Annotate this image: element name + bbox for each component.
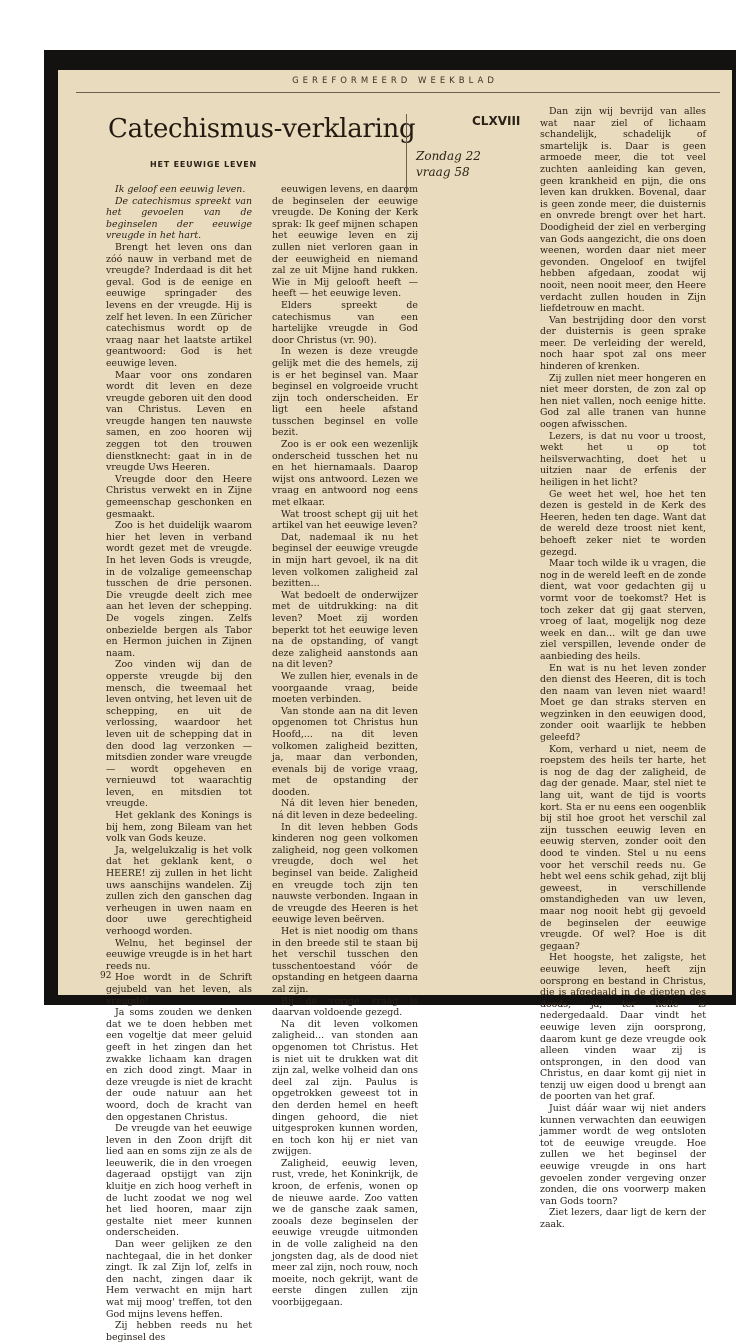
paragraph: Van stonde aan na dit leven opgenomen tot Christus hun Hoofd,... na dit leven volkomen zaligheid bezitten, ja, maar dan verbonden, evenals bij de vorige vraag, met de opstanding der dooden.	[272, 705, 418, 798]
paragraph: Ziet lezers, daar ligt de kern der zaak.	[540, 1207, 706, 1230]
paragraph: De catechismus spreekt van het gevoelen van de beginselen der eeuwige vreugde in het hart.	[106, 195, 252, 242]
article-subtitle: HET EEUWIGE LEVEN	[150, 160, 257, 169]
sunday-reference	[416, 148, 481, 180]
paragraph: Ja soms zouden we denken dat we te doen hebben met een vogeltje dat meer geluid geeft in het zingen dan het zwakke lichaam kan dragen en zich dood zingt. Maar in deze vreugde is niet de kracht der oude natuur aan het woord, doch de kracht van den opgestanen Christus.	[106, 1007, 252, 1123]
paragraph: Kom, verhard u niet, neem de roepstem des heils ter harte, het is nog de dag der zaligheid, de dag der genade. Maar, stel niet te lang uit, want de tijd is voorts kort. Sta er nu eens een oogenblik bij stil hoe groot het verschil zal zijn tusschen eeuwig leven en eeuwig sterven, zonder ooit den dood te vinden. Stel u nu eens voor het verschil reeds nu. Ge hebt wel eens schik gehad, zijt blij geweest, in verschillende omstandigheden van uw leven, maar nog nooit hebt gij gevoeld de beginselen der eeuwige vreugde. Of wel? Hoe is dit gegaan?	[540, 743, 706, 952]
paragraph: Wat troost schept gij uit het artikel van het eeuwige leven?	[272, 508, 418, 532]
paragraph: Ja, welgelukzalig is het volk dat het geklank kent, o HEERE! zij zullen in het licht uws aanschijns wandelen. Zij zullen zich den ganschen dag verheugen in uwen naam en door uwe gerechtigheid verhoogd worden.	[106, 844, 252, 937]
paragraph: Ge weet het wel, hoe het ten dezen is gesteld in de Kerk des Heeren, heden ten dage. Want dat de wereld deze troost niet kent, behoeft zeker niet te worden gezegd.	[540, 488, 706, 558]
text-column-2	[272, 184, 418, 1309]
page-number: 92	[100, 971, 112, 981]
paragraph: Het geklank des Konings is bij hem, zong Bileam van het volk van Gods keuze.	[106, 810, 252, 845]
header-rule	[76, 92, 720, 93]
sunday-label: Zondag 22	[416, 149, 481, 163]
paragraph: Zoo is er ook een wezenlijk onderscheid tusschen het nu en het hiernamaals. Daarop wijst ons antwoord. Lezen we vraag en antwoord nog eens met elkaar.	[272, 439, 418, 509]
paragraph: Maar voor ons zondaren wordt dit leven en deze vreugde geboren uit den dood van Christus. Leven en vreugde hangen ten nauwste samen, en zoo hooren wij zeggen tot den trouwen dienstknecht: gaat in in de vreugde Uws Heeren.	[106, 369, 252, 474]
paragraph: Zij zullen niet meer hongeren en niet meer dorsten, de zon zal op hen niet vallen, noch eenige hitte. God zal alle tranen van hunne oogen afwisschen.	[540, 372, 706, 431]
paragraph: Brengt het leven ons dan zóó nauw in verband met de vreugde? Inderdaad is dit het geval. God is de eenige en eeuwige springader des levens en der vreugde. Hij is zelf het leven. In een Züricher catechismus wordt op de vraag naar het laatste artikel geantwoord: God is het eeuwige leven.	[106, 241, 252, 369]
paragraph: Lezers, is dat nu voor u troost, wekt het u op tot heilsverwachting, doet het u uitzien naar de erfenis der heiligen in het licht?	[540, 430, 706, 488]
paragraph: Het hoogste, het zaligste, het eeuwige leven, heeft zijn oorsprong en bestand in Christus, die is afgedaald in de diepten des doods, ja, ter helle is nedergedaald. Daar vindt het eeuwige leven zijn oorsprong, daarom kunt ge deze vreugde ook alleen vinden waar zij is ontsprongen, in den dood van Christus, en daar komt gij niet in tenzij uw eigen dood u brengt aan de poorten van het graf.	[540, 952, 706, 1103]
paragraph: Ik geloof een eeuwig leven.	[115, 184, 246, 195]
paragraph: Zoo is het duidelijk waarom hier het leven in verband wordt gezet met de vreugde. In het leven Gods is vreugde, in de volzalige gemeenschap tusschen de drie personen. Die vreugde deelt zich mee aan het leven der schepping. De vogels zingen. Zelfs onbezielde bergen als Tabor en Hermon juichen in Zijnen naam.	[106, 520, 252, 659]
paragraph: Bij de vorige vraag is daarvan voldoende gezegd.	[272, 995, 418, 1019]
paragraph: De vreugde van het eeuwige leven in den Zoon drijft dit lied aan en soms zijn ze als de leeuwerik, die in den vroegen dageraad opstijgt van zijn kluitje en zich hoog verheft in de lucht zoodat we nog wel het lied hooren, maar zijn gestalte niet meer kunnen onderscheiden.	[106, 1123, 252, 1239]
paragraph: Van bestrijding door den vorst der duisternis is geen sprake meer. De verleiding der wereld, noch haar spot zal ons meer hinderen of krenken.	[540, 314, 706, 373]
title-divider	[406, 114, 407, 194]
paragraph: In dit leven hebben Gods kinderen nog geen volkomen zaligheid, nog geen volkomen vreugde, doch wel het beginsel van beide. Zaligheid en vreugde toch zijn ten nauwste verbonden. Ingaan in de vreugde des Heeren is het eeuwige leven beërven.	[272, 821, 418, 926]
text-column-1	[106, 184, 252, 1343]
paragraph: Wat bedoelt de onderwijzer met de uitdrukking: na dit leven? Moet zij worden beperkt tot het eeuwige leven na de opstanding, of vangt deze zaligheid aanstonds aan na dit leven?	[272, 589, 418, 671]
paragraph: Zoo vinden wij dan de opperste vreugde bij den mensch, die tweemaal het leven ontving, het leven uit de schepping, en uit de verlossing, waardoor het leven uit de schepping dat in den dood lag verzonken — mitsdien zonder ware vreugde — wordt opgeheven en vernieuwd tot waarachtig leven, en mitsdien tot vreugde.	[106, 659, 252, 810]
paragraph: Het is niet noodig om thans in den breede stil te staan bij het verschil tusschen den tusschentoestand vóór de opstanding en hetgeen daarna zal zijn.	[272, 926, 418, 995]
paragraph: Na dit leven volkomen zaligheid... van stonden aan opgenomen tot Christus. Het is niet uit te drukken wat dit zijn zal, welke volheid dan ons deel zal zijn. Paulus is opgetrokken geweest tot in den derden hemel en heeft dingen gehoord, die niet uitgesproken kunnen worden, en toch kon hij er niet van zwijgen.	[272, 1018, 418, 1158]
masthead: GEREFORMEERD WEEKBLAD	[292, 76, 498, 86]
magazine-page	[58, 70, 732, 1343]
paragraph: Dat, nademaal ik nu het beginsel der eeuwige vreugde in mijn hart gevoel, ik na dit leven volkomen zaligheid zal bezitten...	[272, 531, 418, 590]
paragraph: Juist dáár waar wij niet anders kunnen verwachten dan eeuwigen jammer wordt de weg ontsloten tot de eeuwige vreugde. Hoe zullen we het beginsel der eeuwige vreugde in ons hart gevoelen zonder vergeving onzer zonden, die ons voorwerp maken van Gods toorn?	[540, 1103, 706, 1207]
paragraph: Ná dit leven hier beneden, ná dit leven in deze bedeeling.	[272, 798, 418, 822]
paragraph: We zullen hier, evenals in de voorgaande vraag, beide moeten verbinden.	[272, 670, 418, 706]
paragraph: Maar toch wilde ik u vragen, die nog in de wereld leeft en de zonde dient, wat voor gedachten gij u vormt voor de toekomst? Het is toch zeker dat gij gaat sterven, vroeg of laat, mogelijk nog deze week en dan... wilt ge dan uwe ziel verspillen, levende onder de aanbieding des heils.	[540, 558, 706, 662]
question-label: vraag 58	[416, 165, 470, 179]
paragraph: Zaligheid, eeuwig leven, rust, vrede, het Koninkrijk, de kroon, de erfenis, wonen op de nieuwe aarde. Zoo vatten we de gansche zaak samen, zooals deze beginselen der eeuwige vreugde uitmonden in de volle zaligheid na den jongsten dag, als de dood niet meer zal zijn, noch rouw, noch moeite, noch gekrijt, want de eerste dingen zullen zijn voorbijgegaan.	[272, 1157, 418, 1308]
paragraph: Dan weer gelijken ze den nachtegaal, die in het donker zingt. Ik zal Zijn lof, zelfs in den nacht, zingen daar ik Hem verwacht en mijn hart wat mij moog' treffen, tot den God mijns levens heffen.	[106, 1239, 252, 1320]
paragraph: Zij hebben reeds nu het beginsel des	[106, 1320, 252, 1343]
paragraph: Vreugde door den Heere Christus verwekt en in Zijne gemeenschap geschonken en gesmaakt.	[106, 473, 252, 520]
text-column-3	[540, 106, 706, 1231]
paragraph: Welnu, het beginsel der eeuwige vreugde is in het hart reeds nu.	[106, 937, 252, 972]
paragraph: En wat is nu het leven zonder den dienst des Heeren, dit is toch den naam van leven niet waard! Moet ge dan straks sterven en wegzinken in den eeuwigen dood, zonder ooit waarlijk te hebben geleefd?	[540, 662, 706, 744]
paragraph: In wezen is deze vreugde gelijk met die des hemels, zij is er het beginsel van. Maar beginsel en volgroeide vrucht zijn toch onderscheiden. Er ligt een heele afstand tusschen beginsel en volle bezit.	[272, 346, 418, 439]
paragraph: Dan zijn wij bevrijd van alles wat naar ziel of lichaam schandelijk, schadelijk of smartelijk is. Daar is geen armoede meer, die tot veel zuchten aanleiding kan geven, geen krankheid en pijn, die ons leven kan drukken. Bovenal, daar is geen zonde meer, die duisternis en onvrede brengt over het hart. Doodigheid der ziel en verberging van Gods aangezicht, die ons doen weenen, worden daar niet meer gevonden. Ongeloof en twijfel hebben afgedaan, zoodat wij nooit, neen nooit meer, den Heere verdacht zullen houden in Zijn liefdetrouw en macht.	[540, 106, 706, 315]
paragraph: Hoe wordt in de Schrift gejubeld van het leven, als vreugde!	[106, 972, 252, 1007]
paragraph: Elders spreekt de catechismus van een hartelijke vreugde in God door Christus (vr. 90).	[272, 299, 418, 346]
article-title: Catechismus-verklaring	[108, 114, 416, 144]
paragraph: eeuwigen levens, en daarom de beginselen der eeuwige vreugde. De Koning der Kerk sprak: Ik geef mijnen schapen het eeuwige leven en zij zullen niet verloren gaan in der eeuwigheid en niemand zal ze uit Mijne hand rukken. Wie in Mij gelooft heeft — heeft — het eeuwige leven.	[272, 184, 418, 300]
article-number: CLXVIII	[472, 114, 521, 128]
